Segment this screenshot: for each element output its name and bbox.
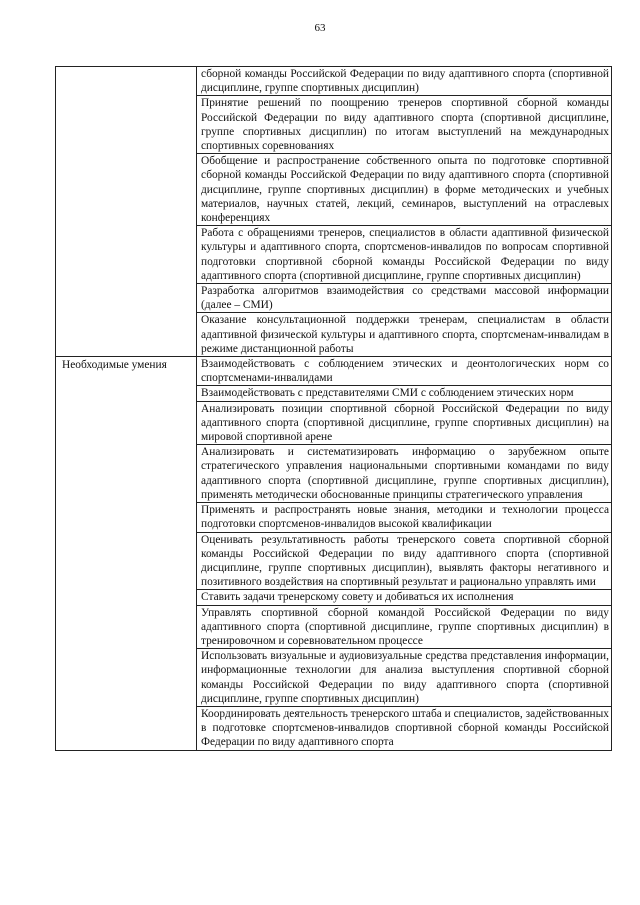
item-text: Координировать деятельность тренерского штаба и специалистов, задействованных в подготовке спортсменов-инвалидов спортивной сборной команды Российской Федерации по виду адаптивного спорта (201, 707, 609, 749)
item-cell (197, 401, 612, 445)
item-cell (197, 154, 612, 226)
item-text: Оказание консультационной поддержки тренерам, специалистам в области адаптивной физической культуры и адаптивного спорта, спортсменам-инвалидам в режиме дистанционной работы (201, 314, 609, 355)
item-text: Работа с обращениями тренеров, специалистов в области адаптивной физической культуры и адаптивного спорта, спортсменов-инвалидов по вопросам спортивной подготовки спортивной сборной команды Российской Федерации по виду адаптивного спорта (спортивной дисциплине, группе спортивных дисциплин) (201, 227, 609, 282)
item-text: Принятие решений по поощрению тренеров спортивной сборной команды Российской Федерации по виду адаптивного спорта (спортивной дисциплине, группе спортивных дисциплин) по итогам выступлений на международных спортивных соревнованиях (201, 97, 609, 153)
item-text: сборной команды Российской Федерации по виду адаптивного спорта (спортивной дисциплине, группе спортивных дисциплин) (201, 68, 609, 95)
item-cell (197, 357, 612, 386)
item-cell (197, 226, 612, 284)
item-cell (197, 649, 612, 707)
section-label-cell (56, 67, 197, 357)
item-cell (197, 706, 612, 750)
item-cell (197, 96, 612, 154)
requirements-table (55, 66, 612, 751)
item-cell (197, 503, 612, 532)
item-cell (197, 313, 612, 357)
item-cell (197, 284, 612, 313)
item-text: Разработка алгоритмов взаимодействия со средствами массовой информации (далее – СМИ) (201, 285, 609, 312)
item-text: Обобщение и распространение собственного опыта по подготовке спортивной сборной команды Российской Федерации по виду адаптивного спорта (спортивной дисциплине, группе спортивных дисциплин) в форме методических и учебных материалов, научных статей, лекций, семинаров, выступлений на отраслевых конференциях (201, 155, 609, 225)
item-cell (197, 67, 612, 96)
section-label: Необходимые умения (62, 359, 167, 372)
item-text: Взаимодействовать с соблюдением этических и деонтологических норм со спортсменами-инвалидами (201, 358, 609, 385)
item-text: Взаимодействовать с представителями СМИ с соблюдением этических норм (201, 387, 574, 400)
item-text: Применять и распространять новые знания, методики и технологии процесса подготовки спортсменов-инвалидов высокой квалификации (201, 504, 609, 531)
item-text: Управлять спортивной сборной командой Российской Федерации по виду адаптивного спорта (спортивной дисциплине, группе спортивных дисциплин) в тренировочном и соревновательном процессе (201, 606, 609, 647)
item-text: Ставить задачи тренерскому совету и добиваться их исполнения (201, 591, 514, 604)
section-label (60, 67, 194, 68)
table-row (56, 67, 612, 96)
item-text: Оценивать результативность работы тренерского совета спортивной сборной команды Российской Федерации по виду адаптивного спорта (спортивной дисциплине, группе спортивных дисциплин), выявлять факторы негативного и позитивного воздействия на спортивный результат и рационально управлять ими (201, 533, 609, 589)
table-row (56, 357, 612, 386)
item-text: Использовать визуальные и аудиовизуальные средства представления информации, информационные технологии для анализа выступления спортивной сборной команды Российской Федерации по виду адаптивного спорта (спортивной дисциплине, группе спортивных дисциплин) (201, 650, 609, 705)
item-text: Анализировать позиции спортивной сборной Российской Федерации по виду адаптивного спорта (спортивной дисциплине, группе спортивных дисциплин) на мировой спортивной арене (201, 402, 609, 444)
page-number: 63 (314, 22, 326, 34)
section-label-cell (56, 357, 197, 750)
item-cell (197, 532, 612, 590)
item-cell (197, 386, 612, 401)
item-cell (197, 445, 612, 503)
table-body (56, 67, 612, 751)
item-cell (197, 590, 612, 605)
item-text: Анализировать и систематизировать информацию о зарубежном опыте стратегического управления национальными спортивными командами по виду адаптивного спорта (спортивной дисциплине, группе спортивных дисциплин), применять методически обоснованные принципы стратегического управления (201, 446, 609, 501)
item-cell (197, 605, 612, 649)
